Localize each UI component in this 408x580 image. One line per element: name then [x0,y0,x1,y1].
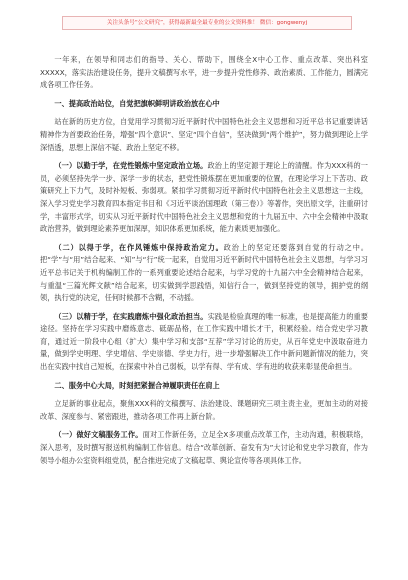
subsection-text: 实践是检验真理的唯一标准，也是提高能力的重要途径。坚持在学习实践中磨炼意志、砥砺品格，在工作实践中增长才干，积累经验。结合党史学习教育，通过近一阶段中心组（扩大）集中学习和支部“互荐”学习讨论的历史，从百年党史中汲取奋进力量，做到学史明理、学史增信、学史崇德、学史力行，进一步增强解决工作中新问题新情况的能力，突出在实践中找自己短板，在探索中补自己弱板，以学有得、学有成、学有进的收获来彰显使命担当。 [40,311,368,372]
subsection-paragraph [40,160,368,236]
subsection-title: （三）以精于学，在实践磨炼中强化政治担当。 [54,311,208,321]
document-body [40,54,368,473]
subsection-title: （一）以勤于学，在党性锻炼中坚定政治立场。 [54,161,208,171]
subsection-paragraph [40,429,368,467]
subsection-text: 政治上的坚定还要落到自觉的行动之中。把“学”与“用”结合起来、“知”与“行”统一起来，自觉用习近平新时代中国特色社会主义思想，与学习习近平总书记关于机构编制工作的一系列重要论述结合起来，与学习党的十九届六中全会精神结合起来，与重温“三篇光辉文献”结合起来，切实做到学思践悟，知信行合一，做到坚持党的领导，拥护党的纲领，执行党的决定，任何时候都不含糊，不动摇。 [40,242,368,303]
promo-banner[interactable]: 关注头条号“公文研究”，获得最新最全最专业的公文资料推！ 微信：gongwenyj [62,16,352,30]
subsection-paragraph [40,311,368,374]
subsection-text: 政治上的坚定源于理论上的清醒。作为XXX科的一员，必须坚持先学一步、深学一步的状态，把党性锻炼摆在更加重要的位置，在理论学习上下苦功、政策研究上下力气，及时补短板、弥弱项。紧扣学习贯彻习近平新时代中国特色社会主义思想这一主线，深入学习党史学习教育四本指定书目和《习近平谈治国理政（第三卷）》等著作，突出原文学，注重研讨学，丰富形式学，切实从习近平新时代中国特色社会主义思想和党的十九届五中、六中全会精神中汲取政治营养，做到理论素养更加深厚，知识体系更加系统，能力素质更加强化。 [40,161,368,234]
section-heading: 二、服务中心大局，时刻把紧握合神履职责任在肩上 [54,380,220,390]
body-paragraph: 一年来，在领导和同志们的指导、关心、帮助下，围绕全X中心工作、重点改革、突出科室XXXXX，落实法治建设任务，提升文稿撰写水平，进一步提升党性修养、政治素质、工作能力，圆满完成各项工作任务。 [40,55,368,90]
subsection-title: （一）做好文稿服务工作。 [54,430,143,440]
body-paragraph: 站在新的历史方位，自觉用学习贯彻习近平新时代中国特色社会主义思想和习近平总书记重要讲话精神作为首要政治任务，增强“四个意识”、坚定“四个自信”，坚决做到“两个维护”，努力做到理论上学深悟透，思想上深信不疑、政治上坚定不移。 [40,117,368,152]
section-heading: 一、提高政治站位，自觉把旗帜鲜明讲政治放在心中 [54,98,220,108]
subsection-text: 面对工作新任务，立足全X多项重点改革工作，主动沟通，积极联络，深入思考，及时撰写报送机构编制工作信息。结合“改革创新、奋发有为”大讨论和党史学习教育，作为领导小组办公室资料组党员，配合推进完成了文稿起草、舆论宣传等各项具体工作。 [40,430,368,465]
subsection-title: （二）以得于学，在作风锤炼中保持政治定力。 [54,242,224,252]
subsection-paragraph [40,242,368,305]
body-paragraph: 立足新的事业起点，聚焦XXX科的文稿撰写、法治建设、课题研究三项主责主业，更加主动的对接改革、深度参与、紧密跟进，推动各项工作再上新台阶。 [40,399,368,421]
